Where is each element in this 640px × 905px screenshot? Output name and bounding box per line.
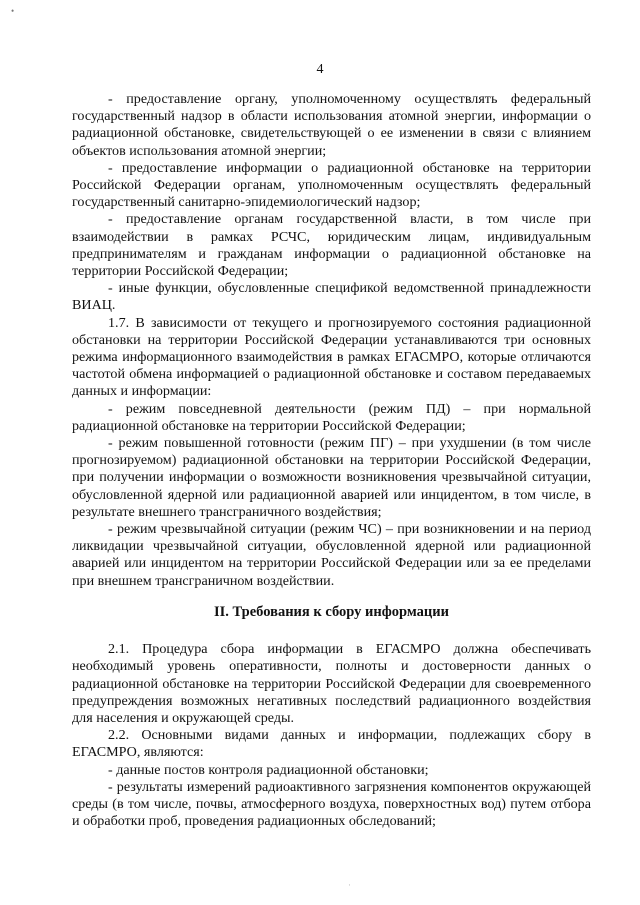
paragraph: - данные постов контроля радиационной обстановки; <box>108 761 429 778</box>
paragraph: - предоставление органу, уполномоченному осуществлять федеральный государственный надзор в области использования атомной энергии, информации о радиационной обстановке, свидетельствующей о ее изменении в связи с влиянием объектов использования атомной энергии; <box>72 91 591 159</box>
paragraph: - режим чрезвычайной ситуации (режим ЧС) – при возникновении и на период ликвидации чрезвычайной ситуации, обусловленной ядерной или радиационной аварией или инцидентом на территории Российской Федерации или за ее пределами при внешнем трансграничном воздействии. <box>72 521 591 589</box>
document-body <box>72 91 591 830</box>
paragraph: 1.7. В зависимости от текущего и прогнозируемого состояния радиационной обстановки на территории Российской Федерации устанавливаются три основных режима информационного взаимодействия в рамках ЕГАСМРО, которые отличаются частотой обмена информацией о радиационной обстановке и составом передаваемых данных и информации: <box>72 314 591 400</box>
paragraph: 2.1. Процедура сбора информации в ЕГАСМРО должна обеспечивать необходимый уровень оперативности, полноты и достоверности данных о радиационной обстановке на территории Российской Федерации для своевременного предупреждения возможных негативных последствий радиационного воздействия для населения и окружающей среды. <box>72 641 591 726</box>
paragraph: - предоставление органам государственной власти, в том числе при взаимодействии в рамках РСЧС, юридическим лицам, индивидуальным предпринимателям и гражданам информации о радиационной обстановке на территории Российской Федерации; <box>72 211 591 280</box>
section-heading: II. Требования к сбору информации <box>214 603 449 620</box>
paragraph: 2.2. Основными видами данных и информации, подлежащих сбору в ЕГАСМРО, являются: <box>72 727 591 761</box>
scan-speck: • <box>11 6 15 16</box>
paragraph: - режим повышенной готовности (режим ПГ) – при ухудшении (в том числе прогнозируемом) радиационной обстановки на территории Российской Федерации, при получении информации о возможности возникновения чрезвычайной ситуации, обусловленной ядерной или радиационной аварией или инцидентом, в том числе, в результате внешнего трансграничного воздействия; <box>72 435 591 520</box>
paragraph: - предоставление информации о радиационной обстановке на территории Российской Федерации органам, уполномоченным осуществлять федеральный государственный санитарно-эпидемиологический надзор; <box>72 159 591 211</box>
paragraph: - иные функции, обусловленные спецификой ведомственной принадлежности ВИАЦ. <box>72 280 591 314</box>
paragraph: - режим повседневной деятельности (режим ПД) – при нормальной радиационной обстановке на территории Российской Федерации; <box>72 400 591 434</box>
scan-speck: · <box>348 880 351 890</box>
paragraph: - результаты измерений радиоактивного загрязнения компонентов окружающей среды (в том числе, почвы, атмосферного воздуха, поверхностных вод) путем отбора и обработки проб, проведения радиационных обследований; <box>72 778 591 830</box>
page-number: 4 <box>316 62 324 77</box>
